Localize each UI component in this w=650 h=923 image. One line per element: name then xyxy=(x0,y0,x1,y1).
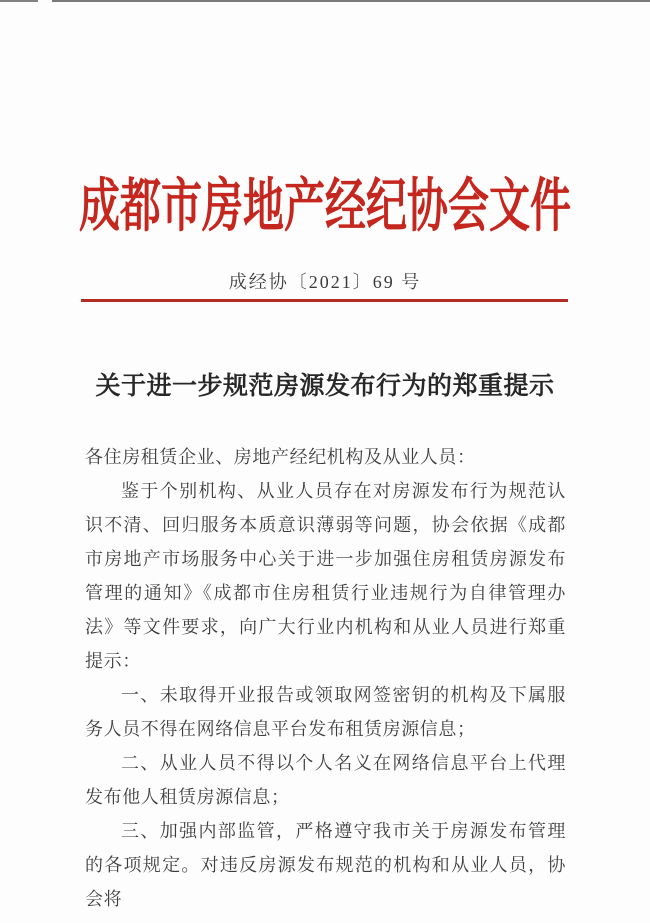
document-body xyxy=(85,440,566,916)
scan-edge-artifact xyxy=(0,0,650,2)
document-number: 成经协〔2021〕69 号 xyxy=(228,272,422,292)
salutation: 各住房租赁企业、房地产经纪机构及从业人员： xyxy=(85,447,476,467)
body-paragraph: 一、未取得开业报告或领取网签密钥的机构及下属服务人员不得在网络信息平台发布租赁房源信息； xyxy=(85,685,566,739)
document-title: 关于进一步规范房源发布行为的郑重提示 xyxy=(95,373,555,400)
body-paragraph: 二、从业人员不得以个人名义在网络信息平台上代理发布他人租赁房源信息； xyxy=(85,753,566,807)
red-divider-line xyxy=(81,299,568,302)
body-paragraph: 鉴于个别机构、从业人员存在对房源发布行为规范认识不清、回归服务本质意识薄弱等问题，协会依据《成都市房地产市场服务中心关于进一步加强住房租赁房源发布管理的通知》《成都市住房租赁行业违规行为自律管理办法》等文件要求，向广大行业内机构和从业人员进行郑重提示： xyxy=(85,481,566,671)
letterhead-title: 成都市房地产经纪协会文件 xyxy=(79,173,571,239)
body-paragraph: 三、加强内部监管，严格遵守我市关于房源发布管理的各项规定。对违反房源发布规范的机构和从业人员，协会将 xyxy=(85,821,566,909)
